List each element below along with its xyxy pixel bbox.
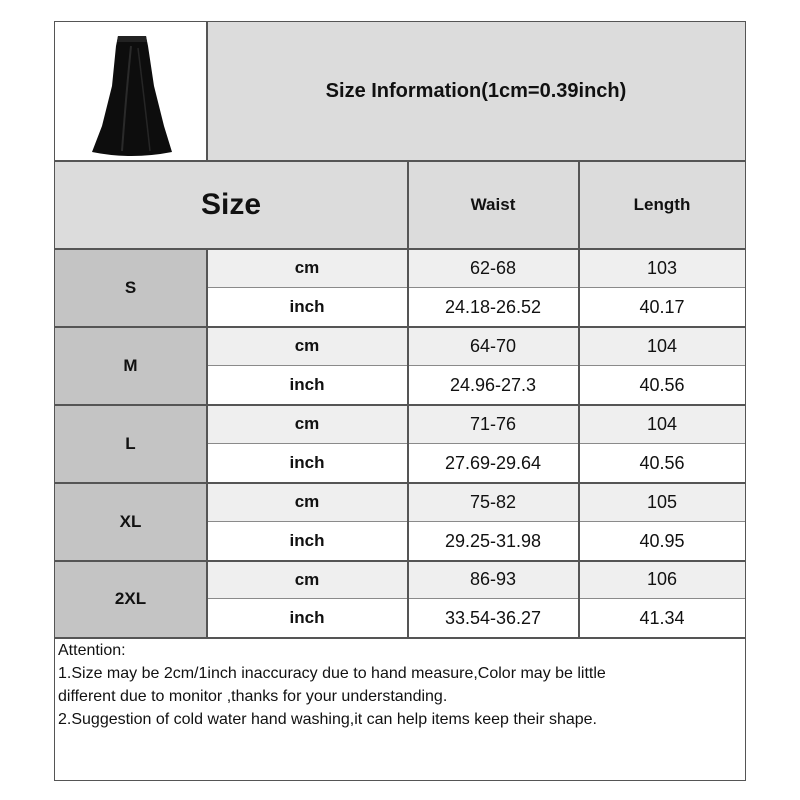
size-chart: [54, 21, 746, 781]
unit-cm: cm: [207, 561, 407, 598]
unit-inch: inch: [207, 288, 407, 326]
length-value: 40.56: [579, 444, 745, 482]
grid-line: [578, 160, 580, 637]
grid-line: [207, 365, 745, 366]
unit-inch: inch: [207, 444, 407, 482]
length-value: 106: [579, 561, 745, 598]
grid-line: [55, 560, 745, 562]
size-header: Size: [200, 187, 262, 221]
waist-value: 62-68: [408, 249, 578, 287]
attention-line: different due to monitor ,thanks for your understanding.: [58, 688, 448, 705]
waist-value: 33.54-36.27: [408, 599, 578, 637]
grid-line: [207, 521, 745, 522]
attention-notes: [58, 639, 742, 731]
length-value: 40.95: [579, 522, 745, 560]
unit-inch: inch: [207, 599, 407, 637]
size-label-s: S: [55, 249, 206, 326]
unit-cm: cm: [207, 405, 407, 443]
grid-line: [207, 598, 745, 599]
waist-header-cell: [408, 161, 578, 248]
size-header-cell: [55, 161, 407, 248]
grid-line: [206, 22, 208, 160]
waist-value: 24.96-27.3: [408, 366, 578, 404]
length-value: 40.56: [579, 366, 745, 404]
length-header: Length: [633, 194, 691, 214]
waist-value: 64-70: [408, 327, 578, 365]
waist-value: 71-76: [408, 405, 578, 443]
length-value: 104: [579, 327, 745, 365]
length-value: 103: [579, 249, 745, 287]
page-title: Size Information(1cm=0.39inch): [325, 79, 627, 102]
waist-value: 86-93: [408, 561, 578, 598]
attention-line: 1.Size may be 2cm/1inch inaccuracy due to hand measure,Color may be little: [58, 665, 606, 682]
grid-line: [207, 287, 745, 288]
attention-line: 2.Suggestion of cold water hand washing,it can help items keep their shape.: [58, 711, 597, 728]
size-info-title-cell: [207, 22, 745, 160]
waist-value: 75-82: [408, 483, 578, 521]
grid-line: [206, 248, 208, 637]
grid-line: [55, 248, 745, 250]
unit-inch: inch: [207, 522, 407, 560]
unit-cm: cm: [207, 483, 407, 521]
waist-value: 29.25-31.98: [408, 522, 578, 560]
unit-inch: inch: [207, 366, 407, 404]
length-value: 40.17: [579, 288, 745, 326]
grid-line: [407, 160, 409, 637]
grid-line: [207, 443, 745, 444]
length-value: 105: [579, 483, 745, 521]
product-image-cell: [55, 22, 206, 160]
size-label-m: M: [55, 327, 206, 404]
waist-value: 27.69-29.64: [408, 444, 578, 482]
grid-line: [55, 326, 745, 328]
attention-heading: Attention:: [58, 642, 126, 659]
black-maxi-skirt-image: [76, 26, 186, 156]
size-label-l: L: [55, 405, 206, 482]
unit-cm: cm: [207, 327, 407, 365]
grid-line: [55, 160, 745, 162]
grid-line: [55, 482, 745, 484]
length-value: 104: [579, 405, 745, 443]
size-label-xl: XL: [55, 483, 206, 560]
length-header-cell: [579, 161, 745, 248]
unit-cm: cm: [207, 249, 407, 287]
length-value: 41.34: [579, 599, 745, 637]
waist-header: Waist: [470, 194, 516, 214]
grid-line: [55, 404, 745, 406]
waist-value: 24.18-26.52: [408, 288, 578, 326]
size-label-2xl: 2XL: [55, 561, 206, 637]
